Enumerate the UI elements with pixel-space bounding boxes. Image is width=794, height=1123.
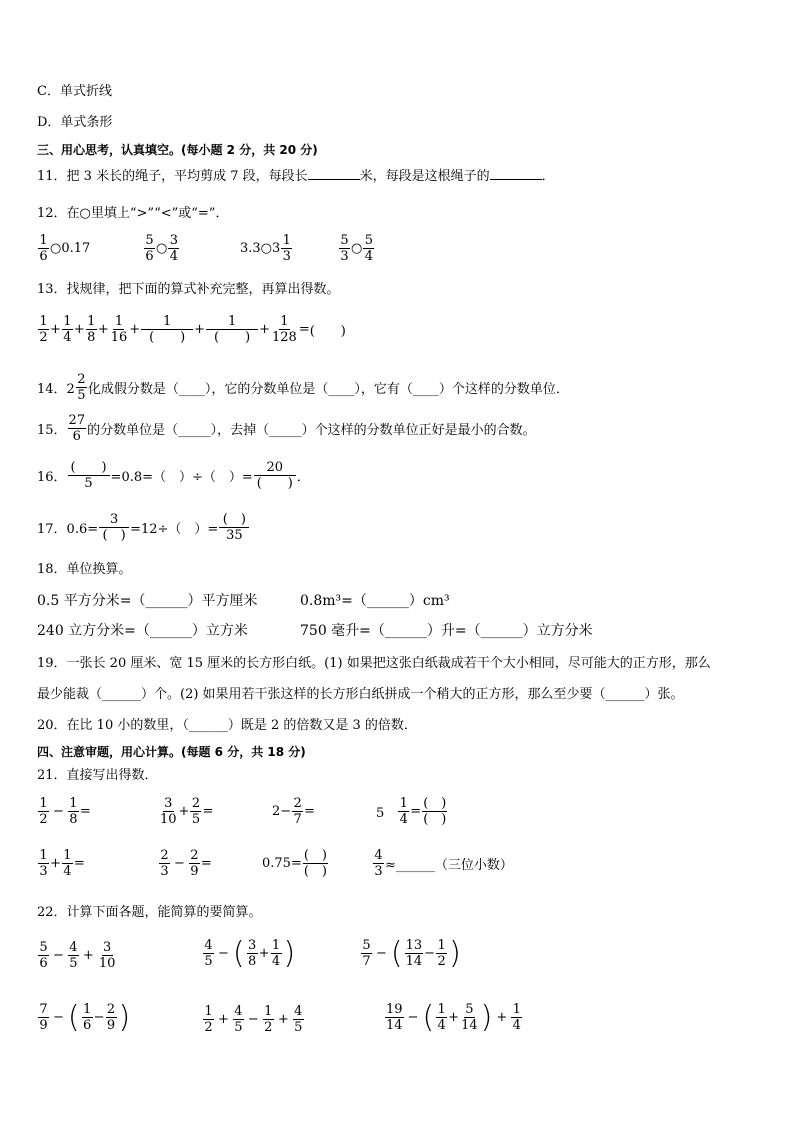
- fraction: 1 3: [39, 848, 48, 879]
- section-4-heading: 四、注意审题，用心计算。(每题 6 分，共 18 分): [37, 745, 306, 759]
- q21-expr-1: 1 2 − $\frac{1}{8}$ =: [39, 796, 91, 827]
- option-c: C．单式折线: [37, 84, 112, 99]
- fraction: $\frac{1}{4}$: [512, 1002, 521, 1033]
- q13-answer-blank[interactable]: ( ): [309, 324, 346, 339]
- fraction: 19 14: [386, 1002, 403, 1033]
- q21-expr-8: $\frac{4}{3}$ ≈______（三位小数）: [374, 848, 513, 879]
- fraction: $\frac{1}{8}$: [69, 796, 78, 827]
- q22-expr-a: 5 6 − $\frac{4}{5}$ + $\frac{3}{10}$: [39, 940, 116, 971]
- fraction: 5 7: [362, 938, 371, 969]
- q11-blank-1[interactable]: [308, 167, 360, 180]
- fraction: $\frac{1}{2}$: [437, 938, 446, 969]
- fraction: 1 ( ): [141, 314, 193, 345]
- fraction: 1 2: [204, 1004, 213, 1035]
- q12-item-c: 3.3○3 1 3: [240, 233, 291, 264]
- q18-row1-b: 0.8m³=（______）cm³: [300, 593, 450, 609]
- q22-expr-f: 19 14 − ( 1 4 + $\frac{5}{14}$ ) + $\frac{1}{4}$: [386, 999, 521, 1035]
- fraction: $\frac{4}{5}$: [294, 1004, 303, 1035]
- fraction: $\frac{2}{5}$: [191, 796, 201, 827]
- fraction: 3 8: [247, 938, 257, 969]
- fraction: 2 3: [160, 848, 169, 879]
- q18-row2-b: 750 毫升=（______）升=（______）立方分米: [300, 623, 593, 639]
- question-13-stem: 13．找规律，把下面的算式补充完整，再算出得数。: [37, 282, 340, 297]
- q22-expr-d: 7 9 − ( 1 6 − $\frac{2}{9}$ ): [39, 999, 131, 1035]
- fraction: $\frac{1}{4}$: [271, 938, 281, 969]
- fraction: 3 4: [169, 233, 178, 264]
- fraction: 27 6: [68, 413, 86, 444]
- q18-row2-a: 240 立方分米=（______）立方米: [37, 623, 248, 639]
- question-20: 20．在比 10 小的数里，（______）既是 2 的倍数又是 3 的倍数．: [37, 718, 417, 733]
- question-21-stem: 21．直接写出得数．: [37, 768, 158, 783]
- fraction: 1 3: [282, 233, 291, 264]
- fraction: 5 4: [364, 233, 373, 264]
- fraction: $\frac{4}{3}$: [374, 848, 383, 879]
- q13-expression: 1 2 + $\frac{1}{4}$ + $\frac{1}{8}$ + $\frac{1}{16}$ + 1 ( ) + 1 ( ) + $\frac{1}{128}$ = ( ): [39, 314, 346, 345]
- q22-expr-b: 4 5 − ( 3 8 + $\frac{1}{4}$ ): [204, 935, 296, 971]
- fraction: 5 6: [145, 233, 154, 264]
- fraction: $\frac{1}{4}$: [399, 796, 408, 827]
- fraction: $\frac{1}{16}$: [110, 314, 128, 345]
- q12-item-d: 5 3 ○ 5 4: [340, 233, 373, 264]
- fraction: $\frac{1}{128}$: [271, 314, 297, 345]
- q11-text-2: 米，每段是这根绳子的: [359, 169, 490, 184]
- question-15: 15． 27 6 的分数单位是（_____），去掉（_____）个这样的分数单位正好是最小的合数。: [37, 413, 536, 444]
- question-18-stem: 18．单位换算。: [37, 562, 132, 577]
- fraction: 2 5: [77, 372, 86, 403]
- q12-item-b: 5 6 ○ 3 4: [145, 233, 178, 264]
- q21-expr-6: 2 3 − $\frac{2}{9}$ =: [160, 848, 212, 879]
- fraction: 5 3: [340, 233, 349, 264]
- question-17: 17．0.6= 3 ( ) =12÷（ ）= ( ) 35: [37, 512, 250, 543]
- fraction: ( ) ( ): [303, 848, 327, 879]
- fraction: $\frac{2}{9}$: [190, 848, 199, 879]
- fraction: $\frac{5}{14}$: [461, 1002, 478, 1033]
- q21-expr-3: 2− $\frac{2}{7}$ =: [272, 796, 316, 827]
- fraction: 5 6: [39, 940, 48, 971]
- fraction: ( ) ( ): [423, 796, 447, 827]
- fraction: 20 ( ): [254, 460, 296, 491]
- fraction: $\frac{2}{9}$: [106, 1002, 116, 1033]
- fraction: $\frac{4}{5}$: [234, 1004, 243, 1035]
- fraction: 1 2: [39, 314, 48, 345]
- question-19-line2: 最少能裁（______）个。(2) 如果用若干张这样的长方形白纸拼成一个稍大的正方形，那么至少要（______）张。: [37, 687, 684, 702]
- fraction: 1 6: [82, 1002, 92, 1033]
- fraction: 7 9: [39, 1002, 48, 1033]
- question-16: 16． ( ) 5 =0.8=（ ）÷（ ）= 20 ( ) ．: [37, 460, 310, 491]
- question-12-stem: 12．在○里填上“>”“<”或“=”．: [37, 206, 229, 221]
- q21-expr-7: 0.75= ( ) ( ): [262, 848, 327, 879]
- question-11: [37, 167, 555, 185]
- fraction: $\frac{1}{4}$: [63, 314, 72, 345]
- option-d: D．单式条形: [37, 115, 113, 130]
- question-22-stem: 22．计算下面各题，能简算的要简算。: [37, 905, 262, 920]
- q18-row1-a: 0.5 平方分米=（______）平方厘米: [37, 593, 258, 609]
- question-14: 14．2 2 5 化成假分数是（____），它的分数单位是（____），它有（____）个这样的分数单位．: [37, 372, 569, 403]
- fraction: 1 6: [39, 233, 48, 264]
- fraction: 1 4: [437, 1002, 446, 1033]
- fraction: ( ) 35: [219, 512, 249, 543]
- fraction: $\frac{3}{10}$: [98, 940, 116, 971]
- q11-blank-2[interactable]: [490, 167, 542, 180]
- fraction: 1 ( ): [206, 314, 258, 345]
- fraction: 13 14: [405, 938, 423, 969]
- q12-item-a: 1 6 ○0.17: [39, 233, 91, 264]
- fraction: $\frac{4}{5}$: [69, 940, 78, 971]
- q11-text-1: 11．把 3 米长的绳子，平均剪成 7 段，每段长: [37, 169, 308, 184]
- q21-expr-5: 1 3 + $\frac{1}{4}$ =: [39, 848, 85, 879]
- section-3-heading: 三、用心思考，认真填空。(每小题 2 分，共 20 分): [37, 143, 318, 157]
- q22-expr-c: 5 7 − ( 13 14 − $\frac{1}{2}$ ): [362, 935, 461, 971]
- fraction: $\frac{2}{7}$: [293, 796, 302, 827]
- q21-expr-4: 5 $\frac{1}{4}$ = ( ) ( ): [376, 796, 447, 827]
- q11-text-3: ．: [541, 169, 555, 184]
- fraction: 3 10: [160, 796, 177, 827]
- fraction: $\frac{1}{8}$: [87, 314, 96, 345]
- fraction: 1 2: [39, 796, 48, 827]
- fraction: 3 ( ): [99, 512, 129, 543]
- fraction: ( ) 5: [68, 460, 110, 491]
- fraction: $\frac{1}{4}$: [63, 848, 72, 879]
- q21-expr-2: 3 10 + $\frac{2}{5}$ =: [160, 796, 214, 827]
- fraction: 4 5: [204, 938, 213, 969]
- fraction: $\frac{1}{2}$: [264, 1004, 273, 1035]
- q22-expr-e: 1 2 + $\frac{4}{5}$ − $\frac{1}{2}$ + $\frac{4}{5}$: [204, 1004, 303, 1035]
- question-19-line1: 19．一张长 20 厘米、宽 15 厘米的长方形白纸。(1) 如果把这张白纸裁成若干个大小相同，尽可能大的正方形，那么: [37, 656, 711, 671]
